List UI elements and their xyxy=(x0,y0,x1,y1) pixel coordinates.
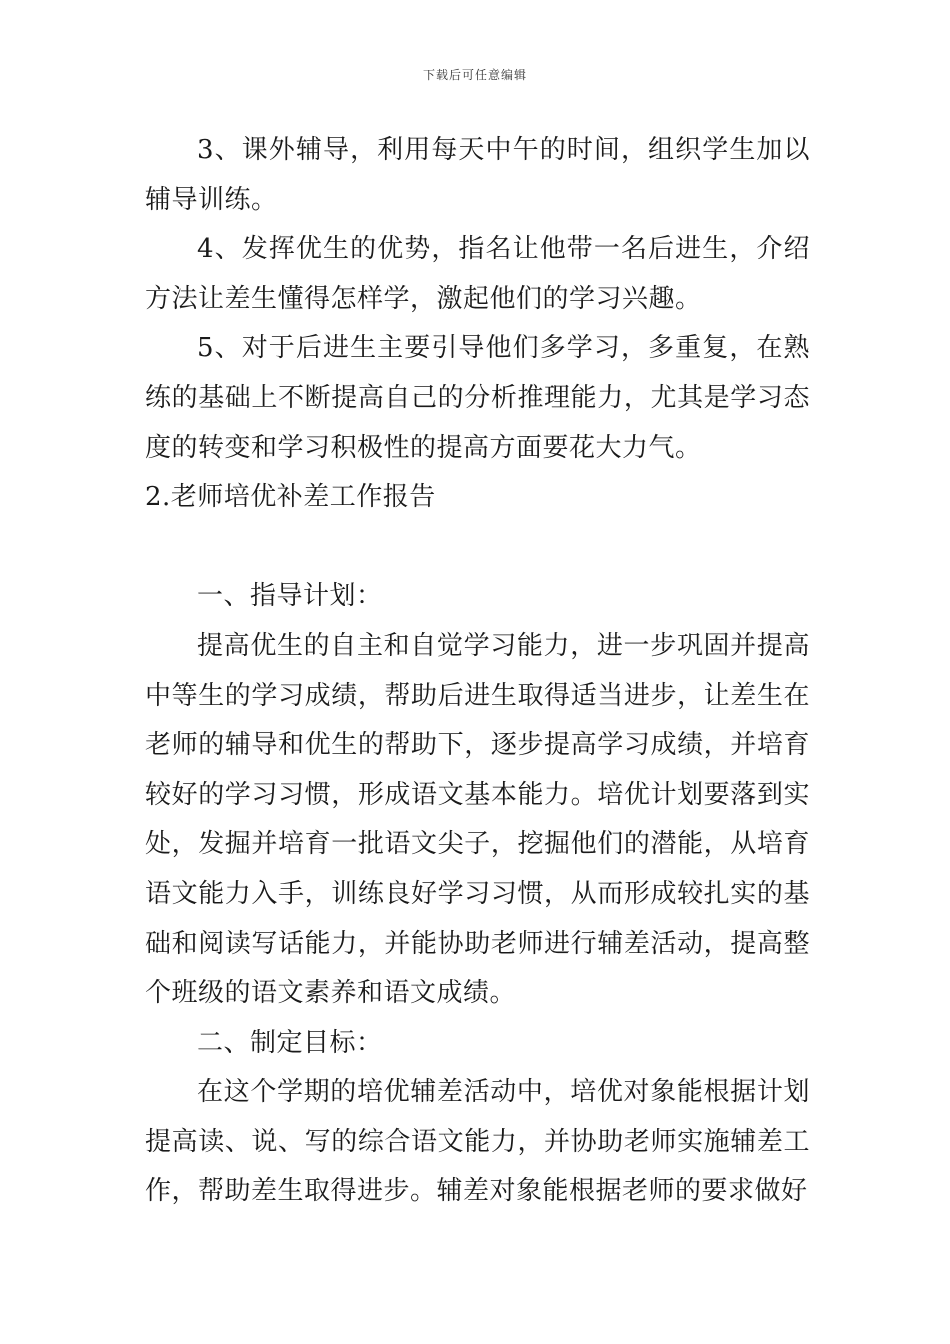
header-note: 下载后可任意编辑 xyxy=(422,68,527,82)
document-body xyxy=(145,126,810,1217)
paragraph-set-goals: 在这个学期的培优辅差活动中，培优对象能根据计划提高读、说、写的综合语文能力，并协助老师实施辅差工作，帮助差生取得进步。辅差对象能根据老师的要求做好 xyxy=(145,1077,810,1207)
section-title: 2.老师培优补差工作报告 xyxy=(145,482,436,513)
blank-line xyxy=(145,523,810,573)
paragraph-item-4: 4、发挥优生的优势，指名让他带一名后进生，介绍方法让差生懂得怎样学，激起他们的学习兴趣。 xyxy=(145,234,810,314)
paragraph-item-5: 5、对于后进生主要引导他们多学习，多重复，在熟练的基础上不断提高自己的分析推理能力，尤其是学习态度的转变和学习积极性的提高方面要花大力气。 xyxy=(145,333,810,463)
paragraph-item-3: 3、课外辅导，利用每天中午的时间，组织学生加以辅导训练。 xyxy=(145,135,810,215)
heading-set-goals: 二、制定目标： xyxy=(197,1027,383,1058)
paragraph-guidance-plan: 提高优生的自主和自觉学习能力，进一步巩固并提高中等生的学习成绩，帮助后进生取得适当进步，让差生在老师的辅导和优生的帮助下，逐步提高学习成绩，并培育较好的学习习惯，形成语文基本能力。培优计划要落到实处，发掘并培育一批语文尖子，挖掘他们的潜能，从培育语文能力入手，训练良好学习习惯，从而形成较扎实的基础和阅读写话能力，并能协助老师进行辅差活动，提高整个班级的语文素养和语文成绩。 xyxy=(145,630,810,1009)
heading-guidance-plan: 一、指导计划： xyxy=(197,581,383,612)
